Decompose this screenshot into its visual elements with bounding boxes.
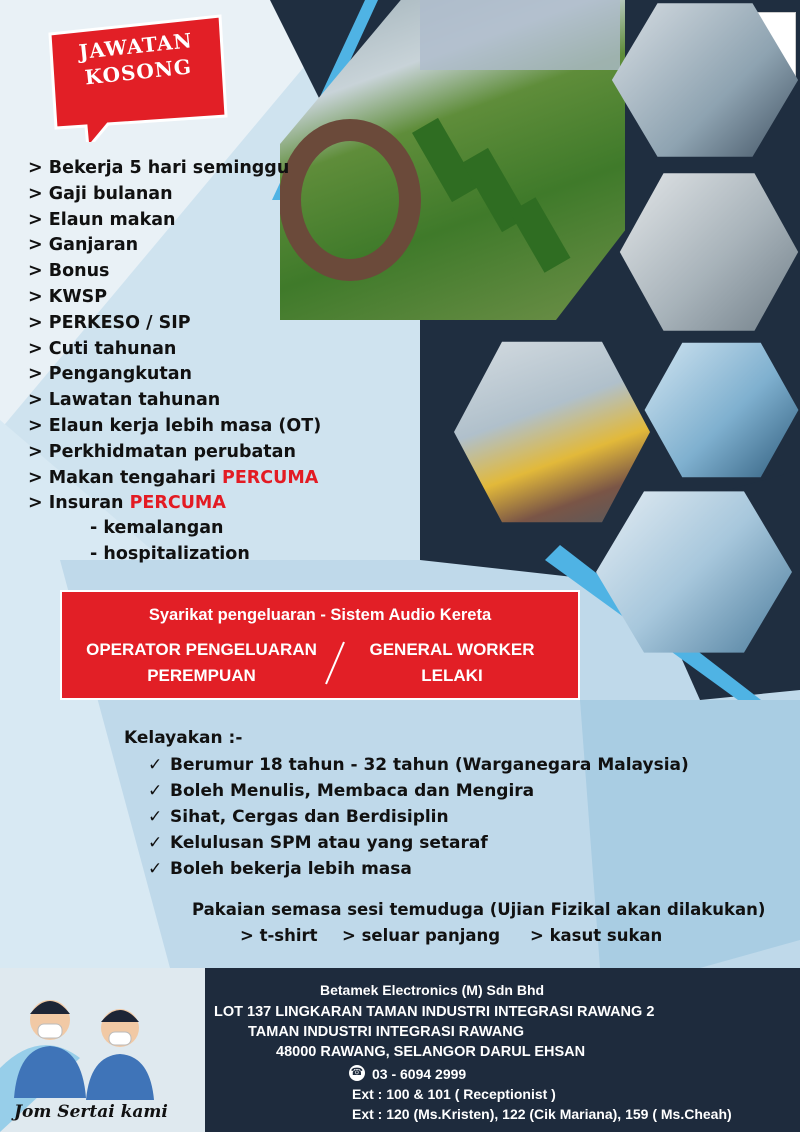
benefit-item: > Pengangkutan	[28, 364, 192, 385]
benefit-item: > Lawatan tahunan	[28, 390, 221, 411]
position-operator-gender: PEREMPUAN	[147, 666, 256, 685]
check-icon: ✓	[148, 807, 163, 827]
attire-title: Pakaian semasa sesi temuduga (Ujian Fizikal akan dilakukan)	[192, 900, 766, 919]
benefit-item: > Ganjaran	[28, 235, 139, 256]
check-icon: ✓	[148, 833, 163, 853]
slash-divider	[314, 638, 354, 688]
qualifications-list	[148, 752, 689, 882]
benefit-item: > Makan tengahari PERCUMA	[28, 467, 319, 488]
qualification-item: ✓ Kelulusan SPM atau yang setaraf	[148, 830, 689, 856]
address-line-3: 48000 RAWANG, SELANGOR DARUL EHSAN	[276, 1044, 586, 1060]
attire-item: > seluar panjang	[342, 926, 501, 945]
benefit-item: > Elaun kerja lebih masa (OT)	[28, 415, 322, 436]
free-highlight: PERCUMA	[222, 467, 319, 488]
position-general-worker-gender: LELAKI	[421, 666, 483, 685]
qualification-item: ✓ Boleh Menulis, Membaca dan Mengira	[148, 778, 689, 804]
check-icon: ✓	[148, 781, 163, 801]
address-line-1: LOT 137 LINGKARAN TAMAN INDUSTRI INTEGRASI RAWANG 2	[214, 1004, 655, 1020]
benefit-item: > Insuran PERCUMA	[28, 493, 226, 514]
address-line-2: TAMAN INDUSTRI INTEGRASI RAWANG	[248, 1024, 525, 1040]
benefit-item: > PERKESO / SIP	[28, 312, 191, 333]
benefit-item: > Gaji bulanan	[28, 183, 173, 204]
benefit-item: > Bekerja 5 hari seminggu	[28, 158, 290, 178]
position-general-worker: GENERAL WORKER	[369, 640, 535, 659]
check-icon: ✓	[148, 755, 163, 775]
qualifications-title: Kelayakan :-	[124, 728, 243, 748]
benefit-item: > Cuti tahunan	[28, 338, 177, 359]
free-highlight: PERCUMA	[129, 493, 226, 514]
extension-reception: Ext : 100 & 101 ( Receptionist )	[352, 1086, 556, 1102]
benefit-item: > Perkhidmatan perubatan	[28, 441, 296, 462]
badge-line2: KOSONG	[83, 54, 194, 90]
position-operator: OPERATOR PENGELUARAN	[86, 640, 317, 659]
qualification-item: ✓ Boleh bekerja lebih masa	[148, 856, 689, 882]
qualification-item: ✓ Sihat, Cergas dan Berdisiplin	[148, 804, 689, 830]
insurance-sub-item: - hospitalization	[90, 544, 250, 564]
badge-line1: JAWATAN	[77, 28, 194, 64]
benefits-list	[28, 156, 321, 517]
qualification-item: ✓ Berumur 18 tahun - 32 tahun (Warganegara Malaysia)	[148, 752, 689, 778]
insurance-sub-item: - kemalangan	[90, 518, 224, 538]
slogan: Jom Sertai kami	[14, 1102, 168, 1122]
position-box	[60, 590, 580, 700]
attire-item: > t-shirt	[240, 926, 318, 945]
benefit-item: > Elaun makan	[28, 209, 176, 230]
attire-item: > kasut sukan	[530, 926, 663, 945]
benefit-item: > Bonus	[28, 261, 110, 282]
benefit-item: > KWSP	[28, 286, 108, 307]
position-box-title: Syarikat pengeluaran - Sistem Audio Kereta	[148, 606, 492, 624]
extension-contacts: Ext : 120 (Ms.Kristen), 122 (Cik Mariana), 159 ( Ms.Cheah)	[352, 1106, 732, 1122]
phone-icon: ☎	[349, 1065, 365, 1081]
phone-number[interactable]: 03 - 6094 2999	[372, 1066, 467, 1082]
company-name: Betamek Electronics (M) Sdn Bhd	[320, 982, 545, 998]
check-icon: ✓	[148, 859, 163, 879]
